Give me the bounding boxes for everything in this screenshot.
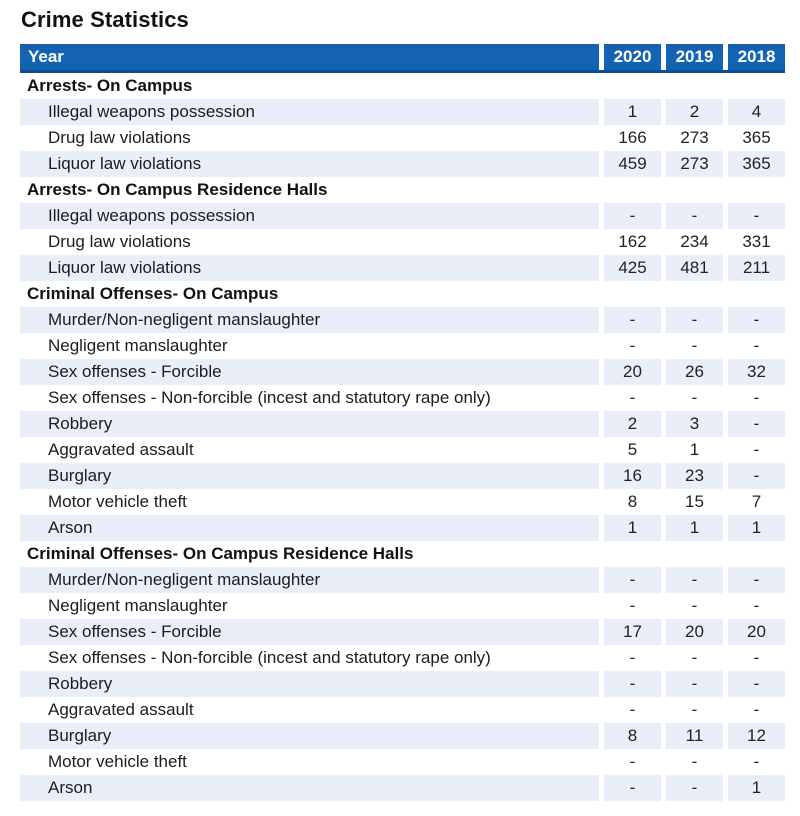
value-cell: 162	[618, 232, 647, 251]
value-cell: -	[691, 648, 698, 667]
section-empty-cell	[728, 73, 785, 99]
row-label: Negligent manslaughter	[48, 596, 228, 615]
value-cell: -	[728, 203, 785, 229]
value-cell: 1	[728, 775, 785, 801]
value-cell: 273	[666, 151, 723, 177]
table-header-row	[20, 44, 785, 73]
table-row	[20, 437, 785, 463]
value-cell: -	[629, 648, 636, 667]
value-cell: -	[753, 648, 760, 667]
value-cell: 2	[666, 99, 723, 125]
section-empty-cell	[728, 281, 785, 307]
section-row	[20, 177, 785, 203]
value-cell: -	[604, 203, 661, 229]
value-cell: -	[604, 567, 661, 593]
row-label: Negligent manslaughter	[48, 336, 228, 355]
value-cell: -	[629, 752, 636, 771]
value-cell: -	[728, 671, 785, 697]
value-cell: 15	[685, 492, 704, 511]
table-row	[20, 463, 785, 489]
row-label: Murder/Non-negligent manslaughter	[20, 307, 599, 333]
value-cell: 12	[728, 723, 785, 749]
value-cell: -	[691, 700, 698, 719]
value-cell: 365	[728, 151, 785, 177]
row-label: Aggravated assault	[48, 700, 194, 719]
table-row	[20, 775, 785, 801]
table-row	[20, 151, 785, 177]
row-label: Burglary	[20, 723, 599, 749]
value-cell: -	[629, 596, 636, 615]
value-cell: 5	[627, 440, 638, 459]
row-label: Sex offenses - Non-forcible (incest and statutory rape only)	[48, 388, 491, 407]
table-row	[20, 671, 785, 697]
section-row	[20, 73, 785, 99]
section-empty-cell	[666, 541, 723, 567]
value-cell: -	[604, 775, 661, 801]
value-cell: 20	[666, 619, 723, 645]
value-cell: -	[629, 388, 636, 407]
value-cell: 1	[604, 99, 661, 125]
table-row	[20, 567, 785, 593]
row-label: Aggravated assault	[48, 440, 194, 459]
header-year-2019: 2019	[666, 44, 723, 70]
value-cell: 1	[689, 440, 700, 459]
value-cell: -	[753, 388, 760, 407]
value-cell: 365	[742, 128, 771, 147]
table-row	[20, 229, 785, 255]
row-label: Liquor law violations	[20, 151, 599, 177]
value-cell: 1	[666, 515, 723, 541]
value-cell: -	[629, 336, 636, 355]
value-cell: -	[666, 567, 723, 593]
value-cell: -	[728, 411, 785, 437]
value-cell: -	[666, 203, 723, 229]
value-cell: 2	[604, 411, 661, 437]
value-cell: 20	[728, 619, 785, 645]
value-cell: 11	[666, 723, 723, 749]
crime-statistics-table	[20, 44, 785, 801]
table-row	[20, 697, 785, 723]
row-label: Drug law violations	[48, 232, 191, 251]
value-cell: -	[691, 596, 698, 615]
value-cell: -	[604, 307, 661, 333]
row-label: Liquor law violations	[20, 255, 599, 281]
table-row	[20, 515, 785, 541]
table-row	[20, 749, 785, 775]
header-year-2018: 2018	[728, 44, 785, 70]
value-cell: -	[691, 388, 698, 407]
row-label: Sex offenses - Forcible	[20, 619, 599, 645]
value-cell: -	[753, 752, 760, 771]
row-label: Sex offenses - Non-forcible (incest and statutory rape only)	[48, 648, 491, 667]
row-label: Illegal weapons possession	[20, 203, 599, 229]
value-cell: 166	[618, 128, 647, 147]
value-cell: 425	[604, 255, 661, 281]
value-cell: 211	[728, 255, 785, 281]
value-cell: -	[629, 700, 636, 719]
value-cell: -	[753, 336, 760, 355]
section-title: Criminal Offenses- On Campus	[27, 284, 279, 303]
table-row	[20, 489, 785, 515]
section-empty-cell	[604, 177, 661, 203]
value-cell: 1	[728, 515, 785, 541]
value-cell: 23	[666, 463, 723, 489]
row-label: Robbery	[20, 671, 599, 697]
row-label: Motor vehicle theft	[48, 752, 187, 771]
page-title: Crime Statistics	[21, 7, 189, 32]
section-empty-cell	[604, 541, 661, 567]
value-cell: 17	[604, 619, 661, 645]
section-title: Arrests- On Campus	[27, 76, 193, 95]
row-label: Motor vehicle theft	[48, 492, 187, 511]
value-cell: -	[728, 463, 785, 489]
section-empty-cell	[666, 73, 723, 99]
section-empty-cell	[728, 177, 785, 203]
table-row	[20, 359, 785, 385]
value-cell: -	[728, 307, 785, 333]
section-empty-cell	[604, 281, 661, 307]
value-cell: 32	[728, 359, 785, 385]
table-row	[20, 307, 785, 333]
table-row	[20, 593, 785, 619]
value-cell: 459	[604, 151, 661, 177]
value-cell: -	[666, 671, 723, 697]
section-row	[20, 281, 785, 307]
value-cell: 8	[604, 723, 661, 749]
row-label: Sex offenses - Forcible	[20, 359, 599, 385]
row-label: Illegal weapons possession	[20, 99, 599, 125]
value-cell: 3	[666, 411, 723, 437]
value-cell: 234	[680, 232, 709, 251]
value-cell: 16	[604, 463, 661, 489]
table-row	[20, 645, 785, 671]
value-cell: 4	[728, 99, 785, 125]
value-cell: -	[604, 671, 661, 697]
table-row	[20, 619, 785, 645]
section-empty-cell	[604, 73, 661, 99]
value-cell: 7	[751, 492, 762, 511]
value-cell: 481	[666, 255, 723, 281]
table-row	[20, 385, 785, 411]
value-cell: -	[666, 775, 723, 801]
row-label: Murder/Non-negligent manslaughter	[20, 567, 599, 593]
table-row	[20, 203, 785, 229]
section-title: Criminal Offenses- On Campus Residence Halls	[27, 544, 414, 563]
table-row	[20, 723, 785, 749]
value-cell: -	[728, 567, 785, 593]
table-row	[20, 99, 785, 125]
section-empty-cell	[666, 281, 723, 307]
row-label: Robbery	[20, 411, 599, 437]
table-row	[20, 255, 785, 281]
value-cell: 26	[666, 359, 723, 385]
value-cell: -	[691, 336, 698, 355]
value-cell: 273	[680, 128, 709, 147]
table-row	[20, 125, 785, 151]
value-cell: 20	[604, 359, 661, 385]
value-cell: -	[691, 752, 698, 771]
row-label: Arson	[20, 515, 599, 541]
value-cell: -	[753, 440, 760, 459]
row-label: Burglary	[20, 463, 599, 489]
year-header-cell: Year	[20, 44, 599, 70]
table-body	[20, 73, 785, 801]
value-cell: -	[753, 596, 760, 615]
value-cell: -	[666, 307, 723, 333]
section-title: Arrests- On Campus Residence Halls	[27, 180, 328, 199]
section-empty-cell	[728, 541, 785, 567]
row-label: Drug law violations	[48, 128, 191, 147]
value-cell: -	[753, 700, 760, 719]
section-row	[20, 541, 785, 567]
table-row	[20, 411, 785, 437]
table-row	[20, 333, 785, 359]
section-empty-cell	[666, 177, 723, 203]
value-cell: 331	[742, 232, 771, 251]
row-label: Arson	[20, 775, 599, 801]
value-cell: 8	[627, 492, 638, 511]
value-cell: 1	[604, 515, 661, 541]
header-year-2020: 2020	[604, 44, 661, 70]
